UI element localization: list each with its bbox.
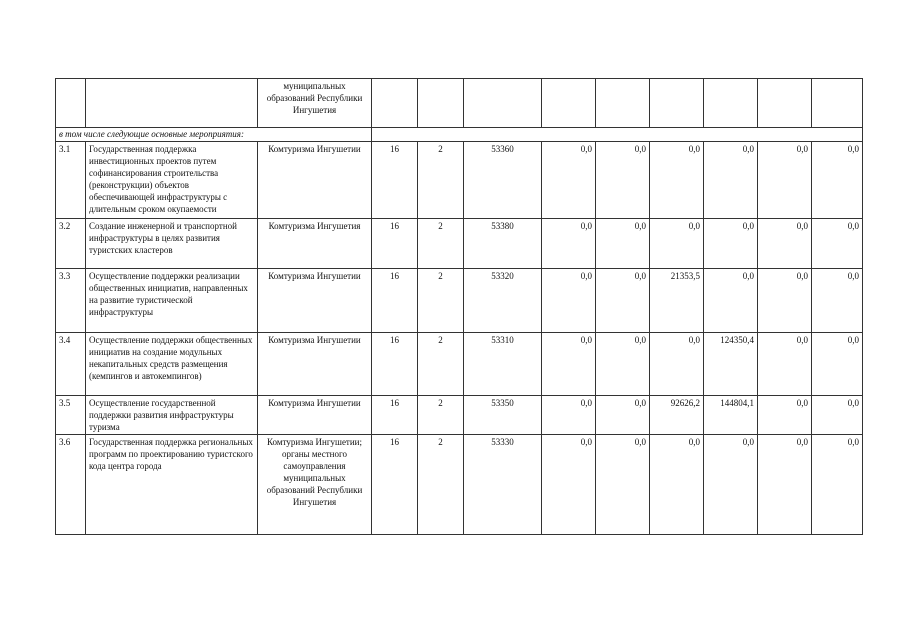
activity-name: Осуществление государственной поддержки развития инфраструктуры туризма [86,396,258,435]
value-col-3: 0,0 [650,219,704,269]
value-col-6: 0,0 [812,396,863,435]
value-col-4: 0,0 [704,142,758,219]
value-col-6: 0,0 [812,219,863,269]
executor: Комтуризма Ингушетия [258,219,372,269]
value-col-5: 0,0 [758,142,812,219]
table-row [56,142,863,219]
code-target: 53380 [464,219,542,269]
value-col-2: 0,0 [596,396,650,435]
code-target: 53320 [464,269,542,333]
value-col-2: 0,0 [596,269,650,333]
table-row [56,219,863,269]
code-target: 53350 [464,396,542,435]
code-ministry: 16 [372,142,418,219]
code-ministry: 16 [372,333,418,396]
code-ministry: 16 [372,435,418,535]
code-section: 2 [418,435,464,535]
code-section: 2 [418,269,464,333]
value-col-4: 0,0 [704,219,758,269]
value-col-1: 0,0 [542,396,596,435]
row-number: 3.4 [56,333,86,396]
value-col-6: 0,0 [812,333,863,396]
executor: Комтуризма Ингушетии; органы местного самоуправления муниципальных образований Республики Ингушетия [258,435,372,535]
value-col-6: 0,0 [812,269,863,333]
value-col-5: 0,0 [758,435,812,535]
value-col-4: 124350,4 [704,333,758,396]
value-col-6: 0,0 [812,435,863,535]
value-col-2: 0,0 [596,142,650,219]
code-target: 53310 [464,333,542,396]
value-col-1: 0,0 [542,269,596,333]
table-row [56,269,863,333]
value-col-1: 0,0 [542,333,596,396]
cell-name [86,79,258,128]
table-row [56,333,863,396]
continuation-row [56,79,863,128]
code-target: 53330 [464,435,542,535]
code-section: 2 [418,333,464,396]
row-number: 3.3 [56,269,86,333]
code-ministry: 16 [372,396,418,435]
row-number: 3.5 [56,396,86,435]
value-col-5: 0,0 [758,219,812,269]
value-col-6: 0,0 [812,142,863,219]
activity-name: Создание инженерной и транспортной инфраструктуры в целях развития туристских кластеров [86,219,258,269]
executor: Комтуризма Ингушетии [258,333,372,396]
value-col-4: 0,0 [704,435,758,535]
program-activities-table [55,78,863,535]
value-col-3: 0,0 [650,333,704,396]
value-col-5: 0,0 [758,269,812,333]
executor: Комтуризма Ингушетии [258,142,372,219]
code-section: 2 [418,142,464,219]
code-ministry: 16 [372,269,418,333]
value-col-2: 0,0 [596,219,650,269]
table-row [56,396,863,435]
section-note: в том числе следующие основные мероприятия: [56,128,372,142]
value-col-2: 0,0 [596,435,650,535]
value-col-3: 0,0 [650,435,704,535]
code-section: 2 [418,396,464,435]
value-col-3: 0,0 [650,142,704,219]
activity-name: Государственная поддержка региональных программ по проектированию туристского кода центра города [86,435,258,535]
activity-name: Осуществление поддержки общественных инициатив на создание модульных некапитальных средств размещения (кемпингов и автокемпингов) [86,333,258,396]
code-target: 53360 [464,142,542,219]
code-section: 2 [418,219,464,269]
table-row [56,435,863,535]
executor: Комтуризма Ингушетии [258,396,372,435]
row-number: 3.2 [56,219,86,269]
value-col-5: 0,0 [758,333,812,396]
value-col-1: 0,0 [542,219,596,269]
value-col-1: 0,0 [542,435,596,535]
cell-num [56,79,86,128]
activity-name: Государственная поддержка инвестиционных проектов путем софинансирования строительства (реконструкции) объектов обеспечивающей инфраструктуры с длительным сроком окупаемости [86,142,258,219]
section-note-row [56,128,863,142]
value-col-3: 92626,2 [650,396,704,435]
row-number: 3.6 [56,435,86,535]
activity-name: Осуществление поддержки реализации общественных инициатив, направленных на развитие туристической инфраструктуры [86,269,258,333]
row-number: 3.1 [56,142,86,219]
value-col-1: 0,0 [542,142,596,219]
value-col-4: 144804,1 [704,396,758,435]
value-col-2: 0,0 [596,333,650,396]
executor: Комтуризма Ингушетии [258,269,372,333]
code-ministry: 16 [372,219,418,269]
value-col-3: 21353,5 [650,269,704,333]
value-col-5: 0,0 [758,396,812,435]
value-col-4: 0,0 [704,269,758,333]
cell-executor: муниципальных образований Республики Ингушетия [258,79,372,128]
